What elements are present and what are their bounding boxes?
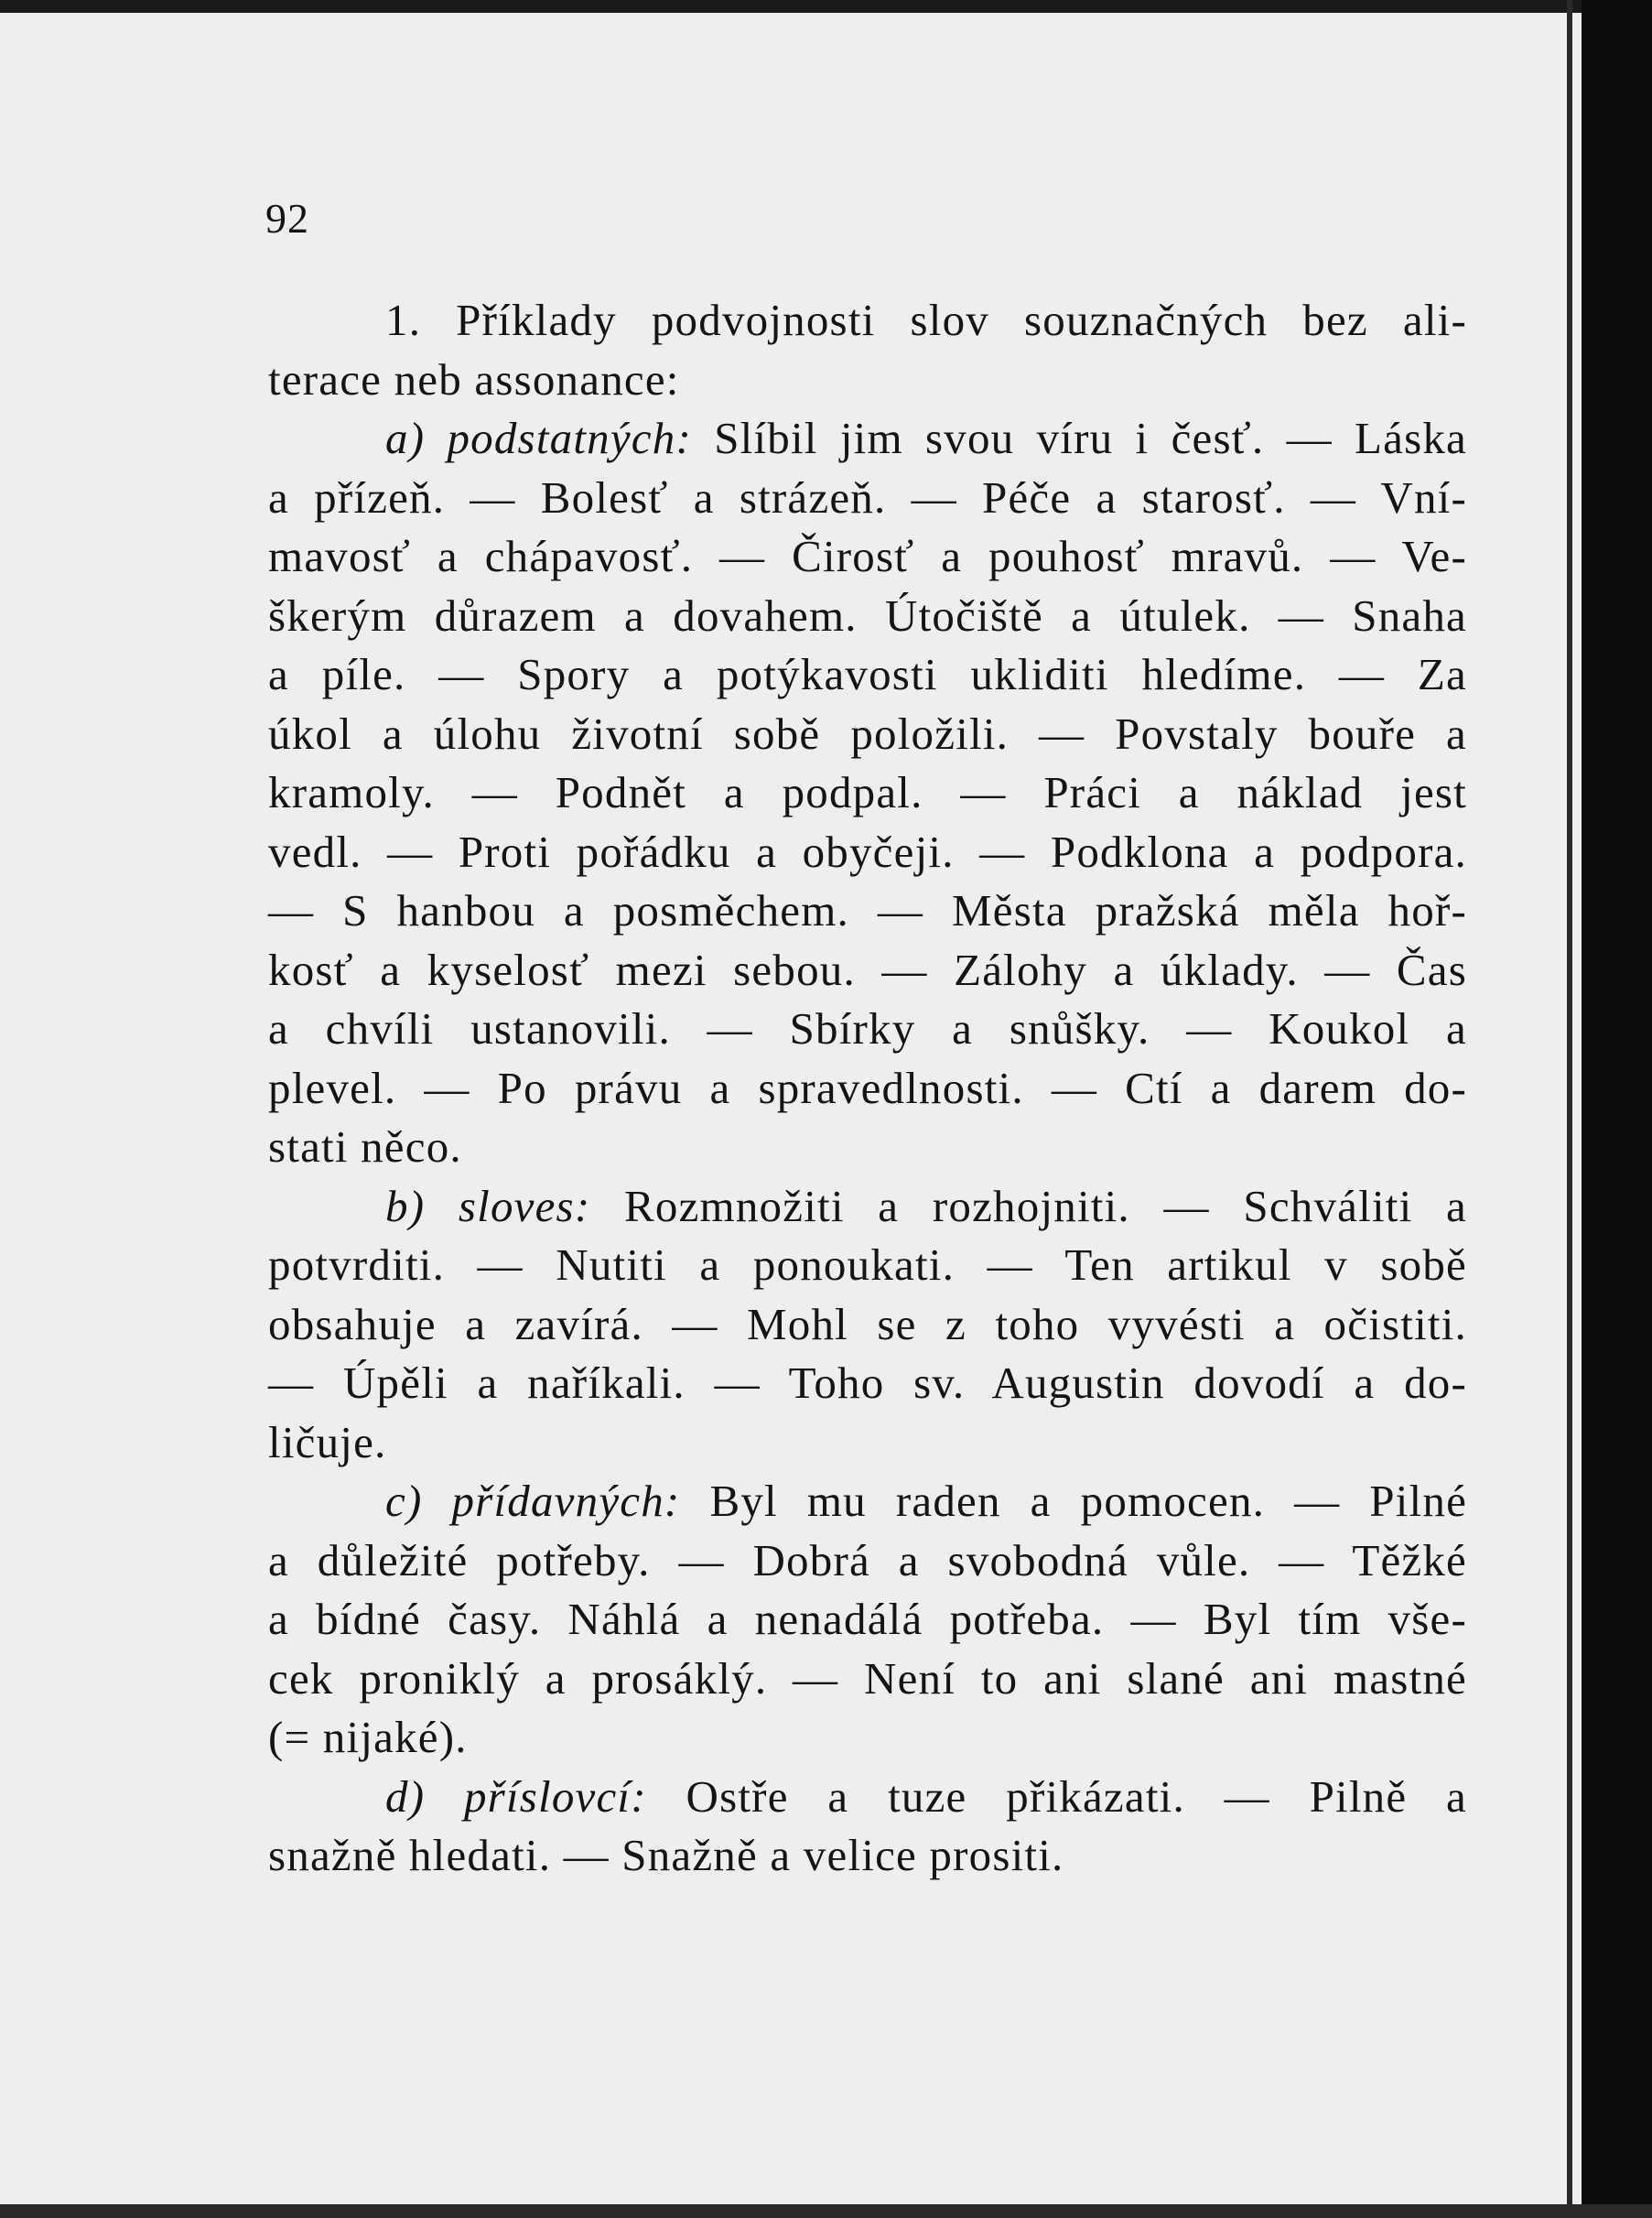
scan-edge-bottom — [0, 2204, 1652, 2218]
section-b-first-text: Rozmnožiti a rozhojniti. — Schváliti a — [624, 1180, 1467, 1231]
scan-edge-top — [0, 0, 1652, 13]
section-b-label: b) — [385, 1180, 426, 1231]
section-d-line: snažně hledati. — Snažně a velice prositi. — [268, 1830, 1064, 1880]
scan-edge-right — [1582, 0, 1652, 2218]
section-b-line: obsahuje a zavírá. — Mohl se z toho vyvésti a očistiti. — [268, 1298, 1467, 1349]
section-a-heading: podstatných: — [447, 413, 692, 463]
section-d-heading: příslovcí: — [463, 1770, 647, 1822]
page-body — [268, 291, 1467, 1886]
section-a-label: a) — [385, 413, 426, 463]
section-d-first-line — [268, 1768, 1467, 1827]
section-c-label: c) — [385, 1476, 423, 1526]
intro-line: terace neb assonance: — [268, 353, 680, 405]
section-c-first-line — [268, 1472, 1467, 1531]
section-b-line: — Úpěli a naříkali. — Toho sv. Augustin dovodí a do- — [268, 1358, 1467, 1408]
section-d-label: d) — [385, 1770, 426, 1822]
section-c-line: cek proniklý a prosáklý. — Není to ani slané ani mastné — [268, 1652, 1467, 1704]
section-c-heading: přídavných: — [451, 1476, 681, 1526]
section-a-line: a chvíli ustanovili. — Sbírky a snůšky. — Koukol a — [268, 1003, 1467, 1054]
section-b-line: potvrditi. — Nutiti a ponoukati. — Ten artikul v sobě — [268, 1239, 1467, 1290]
section-b-line: ličuje. — [268, 1416, 387, 1467]
section-a-line: škerým důrazem a dovahem. Útočiště a útulek. — Snaha — [268, 590, 1467, 641]
section-c-first-text: Byl mu raden a pomocen. — Pilné — [709, 1476, 1468, 1526]
section-b-first-line — [268, 1177, 1467, 1237]
scan-gutter-line — [1567, 0, 1572, 2218]
section-c-line: a důležité potřeby. — Dobrá a svobodná vůle. — Těžké — [268, 1534, 1467, 1585]
intro-line: 1. Příklady podvojnosti slov souznačných bez ali- — [385, 295, 1467, 345]
page-number: 92 — [265, 195, 309, 242]
section-a-line: a píle. — Spory a potýkavosti ukliditi hledíme. — Za — [268, 649, 1467, 699]
section-a-line: kosť a kyselosť mezi sebou. — Zálohy a úklady. — Čas — [268, 944, 1467, 995]
section-c-line: (= nijaké). — [268, 1712, 468, 1762]
section-a-first-text: Slíbil jim svou víru i česť. — Láska — [714, 413, 1467, 463]
section-a-line: úkol a úlohu životní sobě položili. — Povstaly bouře a — [268, 708, 1467, 759]
section-a-line: a přízeň. — Bolesť a strázeň. — Péče a starosť. — Vní- — [268, 471, 1467, 523]
section-d-first-text: Ostře a tuze přikázati. — Pilně a — [686, 1770, 1467, 1822]
section-a-line: mavosť a chápavosť. — Čirosť a pouhosť mravů. — Ve- — [268, 531, 1467, 581]
section-b-heading: sloves: — [458, 1180, 591, 1231]
section-a-line: — S hanbou a posměchem. — Města pražská měla hoř- — [268, 885, 1467, 936]
section-a-line: kramoly. — Podnět a podpal. — Práci a náklad jest — [268, 767, 1467, 817]
section-a-line: vedl. — Proti pořádku a obyčeji. — Podklona a podpora. — [268, 826, 1467, 877]
section-a-line: plevel. — Po právu a spravedlnosti. — Ctí a darem do- — [268, 1062, 1467, 1113]
section-a-line: stati něco. — [268, 1121, 462, 1172]
section-a-first-line — [268, 409, 1467, 469]
section-c-line: a bídné časy. Náhlá a nenadálá potřeba. — Byl tím vše- — [268, 1594, 1467, 1644]
